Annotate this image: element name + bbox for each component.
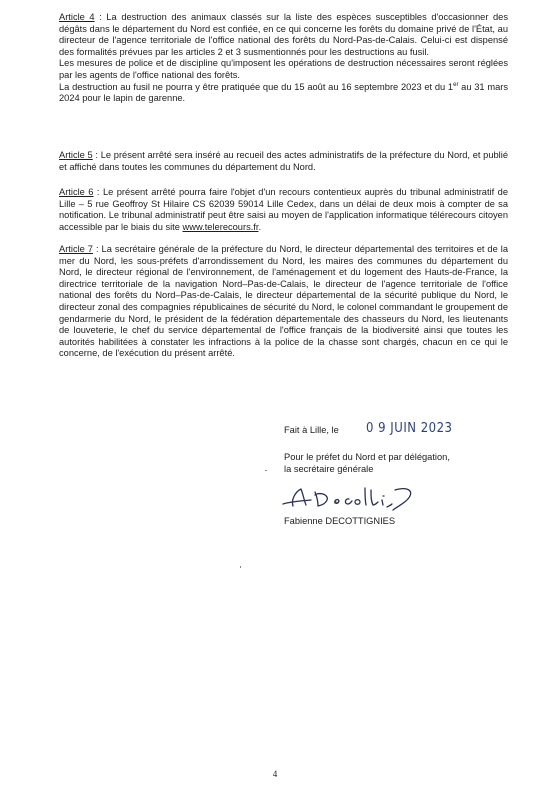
article-4-paragraph-3: La destruction au fusil ne pourra y être pratiquée que du 15 août au 16 septembre 2023 et du 1er au 31 mars 2024 pour le lapin de garenne. — [59, 81, 508, 104]
place-date-line: Fait à Lille, le — [284, 425, 339, 435]
delegation-line-2: la secrétaire générale — [284, 463, 374, 474]
article-6-label: Article 6 — [59, 187, 94, 197]
handwritten-signature-icon — [279, 480, 429, 516]
scan-speck — [265, 470, 267, 471]
article-4-paragraph-1: Article 4 : La destruction des animaux classés sur la liste des espèces susceptibles d'occasionner des dégâts dans le département du Nord est confiée, en ce qui concerne les forêts du domaine privé de l'État, au directeur de l'agence territoriale de l'office national des forêts du Nord-Pas-de-Calais. Celui-ci est dispensé des formalités prévues par les articles 2 et 3 susmentionnés pour les destructions au fusil. — [59, 12, 509, 57]
article-4 — [59, 12, 508, 105]
article-4-label: Article 4 — [59, 12, 95, 22]
page-number: 4 — [272, 769, 278, 779]
scan-speck — [240, 566, 241, 568]
article-6: Article 6 : Le présent arrêté pourra faire l'objet d'un recours contentieux auprès du tribunal administratif de Lille – 5 rue Geoffroy St Hilaire CS 62039 59014 Lille Cedex, dans un délai de deux mois à compter de sa notification. Le tribunal administratif peut être saisi au moyen de l'application informatique télérecours citoyen accessible par le biais du site www.telerecours.fr. — [59, 187, 508, 232]
article-4-paragraph-2: Les mesures de police et de discipline qu'imposent les opérations de destruction nécessaires seront réglées par les agents de l'office national des forêts. — [59, 58, 508, 80]
signer-name: Fabienne DECOTTIGNIES — [284, 516, 396, 526]
delegation-block — [284, 452, 450, 475]
date-stamp: 0 9 JUIN 2023 — [366, 421, 453, 436]
article-7-label: Article 7 — [59, 244, 93, 254]
article-5-label: Article 5 — [59, 150, 93, 160]
telerecours-link[interactable]: www.telerecours.fr — [182, 221, 259, 232]
article-7: Article 7 : La secrétaire générale de la préfecture du Nord, le directeur départemental des territoires et de la mer du Nord, les sous-préfets d'arrondissement du Nord, les maires des communes du département du Nord, le directeur régional de l'environnement, de l'aménagement et du logement des Hauts-de-France, la directrice territoriale de la navigation Nord–Pas-de-Calais, le directeur de l'agence territoriale de l'office national des forêts du Nord–Pas-de-Calais, le directeur départemental de la sécurité publique du Nord, le directeur zonal des compagnies républicaines de sécurité du Nord, le colonel commandant le groupement de gendarmerie du Nord, le président de la fédération départementale des chasseurs du Nord, les lieutenants de louveterie, le chef du service départemental de l'office français de la biodiversité ainsi que toutes les autorités habilitées à constater les infractions à la police de la chasse sont chargés, chacun en ce qui le concerne, de l'exécution du présent arrêté. — [59, 244, 508, 359]
article-5: Article 5 : Le présent arrêté sera inséré au recueil des actes administratifs de la préfecture du Nord, et publié et affiché dans toutes les communes du département du Nord. — [59, 150, 508, 172]
delegation-line-1: Pour le préfet du Nord et par délégation, — [284, 452, 450, 462]
